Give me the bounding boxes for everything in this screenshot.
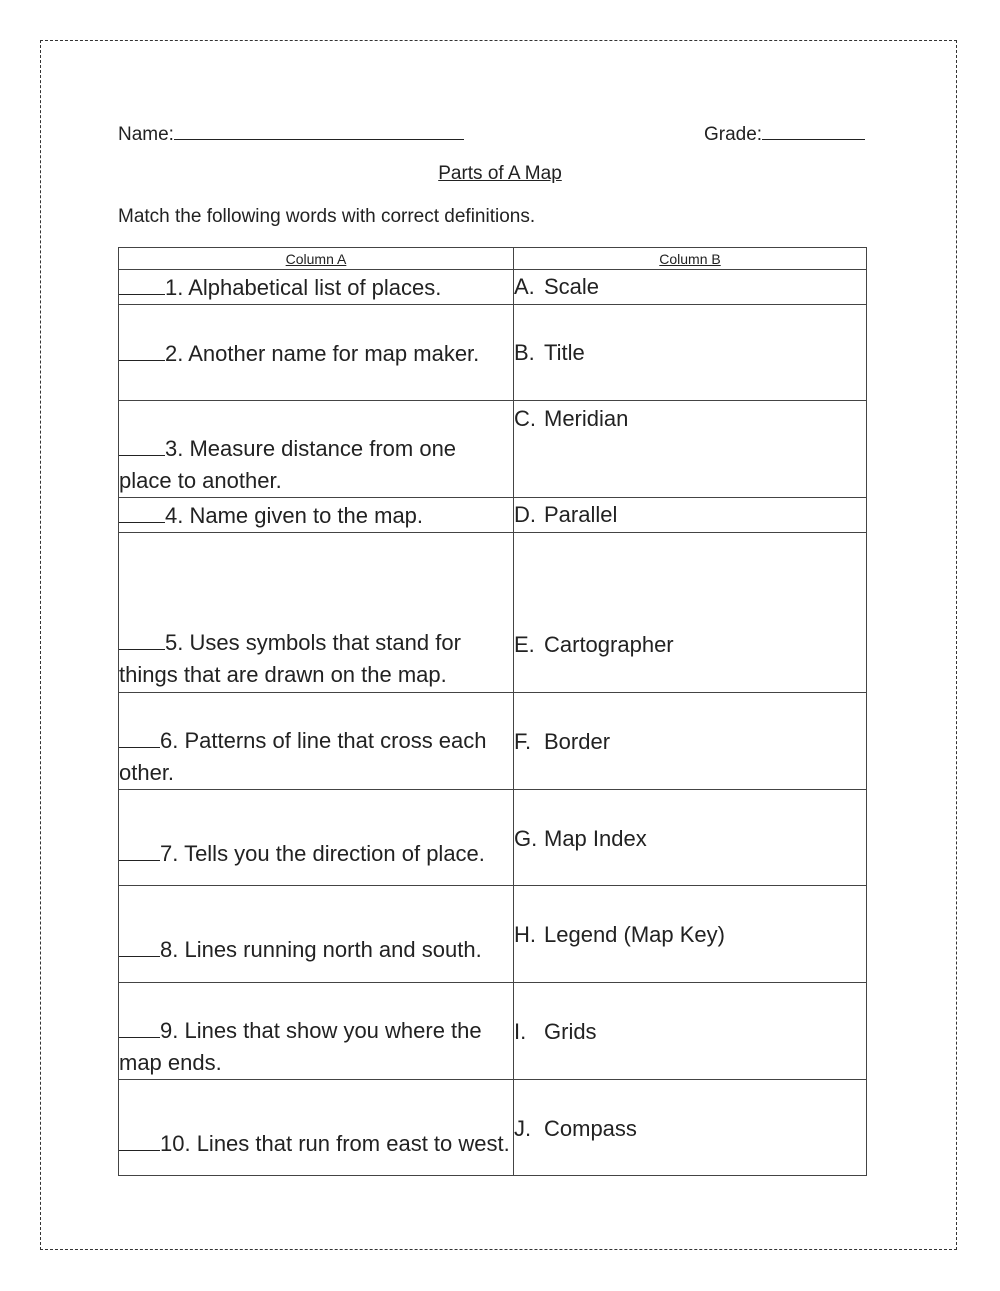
answer-blank[interactable] — [119, 336, 165, 361]
table-row — [119, 693, 867, 790]
term-cell — [514, 533, 867, 693]
answer-blank[interactable] — [119, 625, 165, 650]
table-row — [119, 305, 867, 401]
term-text: Compass — [544, 1116, 637, 1141]
definition-text: 2. Another name for map maker. — [165, 340, 480, 366]
term-cell — [514, 1080, 867, 1176]
answer-blank[interactable] — [119, 270, 165, 295]
name-label: Name: — [118, 124, 174, 145]
table-row — [119, 401, 867, 498]
definition-text: 10. Lines that run from east to west. — [160, 1130, 510, 1156]
term-letter: A. — [514, 274, 535, 299]
worksheet-title: Parts of A Map — [438, 163, 562, 184]
term-text: Meridian — [544, 406, 629, 431]
definition-cell — [119, 401, 514, 498]
grade-label: Grade: — [704, 124, 763, 145]
table-row — [119, 983, 867, 1080]
term-text: Cartographer — [544, 632, 674, 657]
answer-blank[interactable] — [119, 932, 160, 957]
answer-blank[interactable] — [119, 836, 160, 861]
term-cell — [514, 983, 867, 1080]
term-letter: B. — [514, 340, 535, 365]
definition-cell — [119, 790, 514, 886]
term-letter: J. — [514, 1116, 532, 1141]
matching-table — [118, 247, 867, 1176]
term-text: Grids — [544, 1019, 597, 1044]
definition-cell — [119, 983, 514, 1080]
definition-text: 5. Uses symbols that stand for things that are drawn on the map. — [119, 630, 461, 687]
definition-cell — [119, 533, 514, 693]
term-letter: F. — [514, 729, 532, 754]
definition-text: 8. Lines running north and south. — [160, 937, 482, 962]
grade-blank[interactable] — [762, 121, 865, 140]
table-row — [119, 886, 867, 983]
term-text: Map Index — [544, 826, 647, 851]
answer-blank[interactable] — [119, 1013, 160, 1038]
definition-text: 3. Measure distance from one place to another. — [119, 436, 457, 493]
definition-cell — [119, 886, 514, 983]
header-row — [119, 248, 867, 270]
definition-cell — [119, 305, 514, 401]
term-letter: I. — [514, 1019, 527, 1044]
definition-text: 1. Alphabetical list of places. — [165, 275, 442, 300]
column-a-header: Column A — [119, 248, 514, 270]
definition-text: 7. Tells you the direction of place. — [160, 840, 485, 866]
term-text: Title — [544, 340, 585, 365]
term-text: Scale — [544, 274, 600, 299]
definition-cell — [119, 693, 514, 790]
grade-field — [704, 121, 865, 146]
term-letter: H. — [514, 922, 536, 947]
term-letter: D. — [514, 502, 536, 527]
instructions: Match the following words with correct definitions. — [118, 206, 536, 227]
term-cell — [514, 498, 867, 533]
table-row — [119, 1080, 867, 1176]
definition-text: 6. Patterns of line that cross each other. — [119, 728, 487, 785]
column-b-header: Column B — [514, 248, 867, 270]
table-row — [119, 790, 867, 886]
term-cell — [514, 790, 867, 886]
term-cell — [514, 886, 867, 983]
name-field — [118, 121, 464, 146]
term-cell — [514, 305, 867, 401]
term-cell — [514, 401, 867, 498]
term-cell — [514, 693, 867, 790]
table-row — [119, 533, 867, 693]
answer-blank[interactable] — [119, 431, 165, 456]
definition-cell — [119, 498, 514, 533]
term-text: Legend (Map Key) — [544, 922, 725, 947]
term-text: Border — [544, 729, 611, 754]
name-blank[interactable] — [174, 121, 464, 140]
answer-blank[interactable] — [119, 1126, 160, 1151]
definition-cell — [119, 270, 514, 305]
term-letter: G. — [514, 826, 538, 851]
answer-blank[interactable] — [119, 723, 160, 748]
table-row — [119, 270, 867, 305]
definition-text: 9. Lines that show you where the map ends. — [119, 1018, 482, 1075]
term-letter: C. — [514, 406, 536, 431]
definition-cell — [119, 1080, 514, 1176]
table-row — [119, 498, 867, 533]
answer-blank[interactable] — [119, 498, 165, 523]
term-cell — [514, 270, 867, 305]
definition-text: 4. Name given to the map. — [165, 503, 424, 528]
term-text: Parallel — [544, 502, 618, 527]
term-letter: E. — [514, 632, 535, 657]
